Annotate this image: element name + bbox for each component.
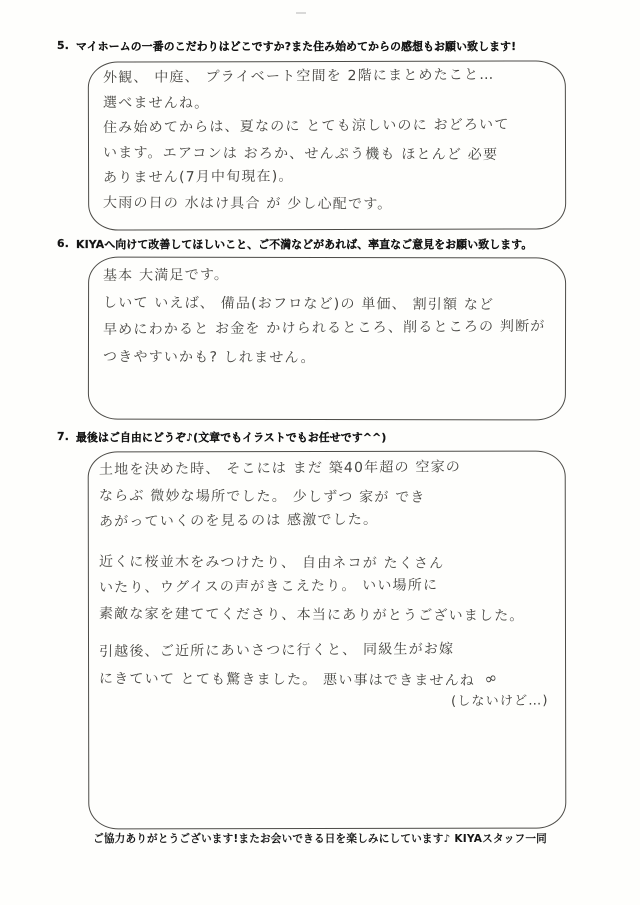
footer-thanks-message: ご協力ありがとうございます!またお会いできる日を楽しみにしています♪ KIYAスタッフ一同: [93, 833, 547, 845]
handwriting-line: いたり、ウグイスの声がきこえたり。 いい場所に: [98, 577, 439, 597]
handwriting-line: (しないけど…): [450, 693, 549, 710]
answer-q5-handwriting: [103, 66, 510, 216]
handwriting-line: あがっていくのを見るのは 感激でした。: [98, 511, 379, 531]
answer-q7-handwriting: [99, 457, 549, 718]
question-5-number: 5.: [57, 39, 70, 52]
question-5-heading: [57, 39, 516, 54]
question-6-number: 6.: [57, 237, 70, 250]
handwriting-line: 大雨の日の 水はけ具合 が 少し心配です。: [102, 195, 393, 213]
handwriting-line: ありません(7月中旬現在)。: [102, 168, 294, 187]
question-7-text: 最後はご自由にどうぞ♪(文章でもイラストでもお任せです^^): [76, 431, 387, 444]
handwriting-line: 素敵な家を建ててくださり、本当にありがとうございました。: [98, 606, 525, 625]
scan-artifact: [296, 12, 306, 14]
question-5-text: マイホームの一番のこだわりはどこですか?また住み始めてからの感想もお願い致します!: [76, 40, 517, 53]
handwriting-line: 土地を決めた時、 そこには まだ 築40年超の 空家の: [98, 459, 462, 479]
handwriting-line: 近くに桜並木をみつけたり、 自由ネコが たくさん: [98, 554, 445, 572]
answer-q6-handwriting: [103, 263, 546, 371]
handwriting-line: 早めにわかると お金を かけられるところ、削るところの 判断が: [102, 318, 546, 339]
handwriting-line: 住み始めてからは、夏なのに とても涼しいのに おどろいて: [102, 116, 510, 137]
handwriting-line: しいて いえば、 備品(おフロなど)の 単価、 割引額 など: [102, 295, 495, 314]
handwriting-line: 引越後、ご近所にあいさつに行くと、 同級生がお嫁: [98, 641, 455, 661]
handwriting-line: います。エアコンは おろか、せんぷう機も ほとんど 必要: [102, 145, 499, 164]
handwriting-line: ならぶ 微妙な場所でした。 少しずつ 家が でき: [98, 488, 426, 506]
handwriting-line: つきやすいかも? しれません。: [102, 349, 316, 367]
question-6-heading: [57, 237, 532, 252]
handwriting-line: 外観、 中庭、 プライベート空間を 2階にまとめたこと…: [102, 66, 495, 87]
handwriting-line: 選べませんね。: [102, 95, 210, 112]
doodle-scribble-icon: ∞: [482, 667, 501, 689]
handwriting-text: にきていて とても驚きました。 悪い事はできませんね: [98, 671, 476, 689]
handwriting-line: 基本 大満足です。: [102, 267, 230, 285]
question-7-number: 7.: [57, 430, 70, 443]
question-7-heading: [57, 430, 386, 445]
question-6-text: KIYAへ向けて改善してほしいこと、ご不満などがあれば、率直なご意見をお願い致します。: [76, 238, 533, 251]
